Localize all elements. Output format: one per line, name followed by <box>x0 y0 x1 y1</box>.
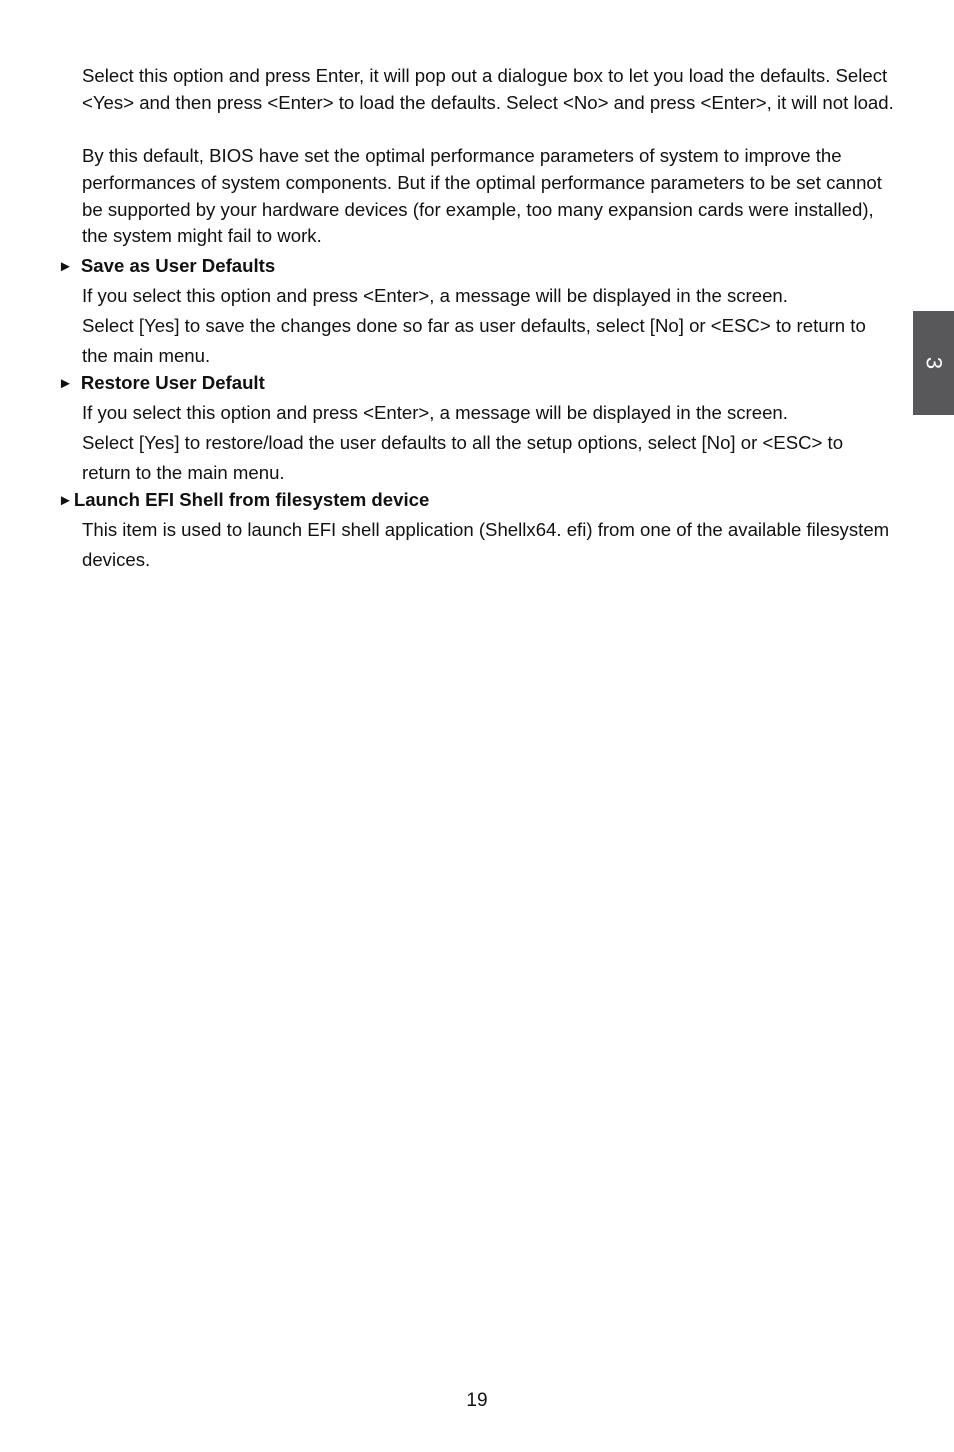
intro-paragraph-2: By this default, BIOS have set the optimal performance parameters of system to improve the performances of system components. But if the optimal performance parameters to be set cannot be supported by your hardware devices (for example, too many expansion cards were installed), the system might fail to work. <box>82 145 882 247</box>
section-paragraph: This item is used to launch EFI shell application (Shellx64. efi) from one of the available filesystem devices. <box>82 519 890 570</box>
bullet-arrow-icon: ► <box>58 492 73 509</box>
section-title: Restore User Default <box>80 372 265 393</box>
section-paragraph: Select [Yes] to restore/load the user defaults to all the setup options, select [No] or <ESC> to return to the main menu. <box>82 432 844 483</box>
intro-paragraph-1: Select this option and press Enter, it will pop out a dialogue box to let you load the defaults. Select <Yes> and then press <Enter> to load the defaults. Select <No> and press <Enter>, it will not load. <box>82 65 894 113</box>
section-heading-launch-efi-shell <box>58 488 429 513</box>
section-paragraph: If you select this option and press <Enter>, a message will be displayed in the screen. <box>82 285 788 306</box>
section-heading-save-user-defaults <box>58 254 275 279</box>
section-title: Launch EFI Shell from filesystem device <box>73 489 430 510</box>
section-title: Save as User Defaults <box>80 255 276 276</box>
section-heading-restore-user-default <box>58 371 265 396</box>
section-paragraph: If you select this option and press <Enter>, a message will be displayed in the screen. <box>82 402 788 423</box>
chapter-tab <box>913 311 954 415</box>
page-number: 19 <box>466 1390 488 1411</box>
chapter-number: 3 <box>921 356 947 370</box>
bullet-arrow-icon: ► <box>58 258 73 275</box>
bullet-arrow-icon: ► <box>58 375 73 392</box>
section-paragraph: Select [Yes] to save the changes done so far as user defaults, select [No] or <ESC> to return to the main menu. <box>82 315 866 366</box>
